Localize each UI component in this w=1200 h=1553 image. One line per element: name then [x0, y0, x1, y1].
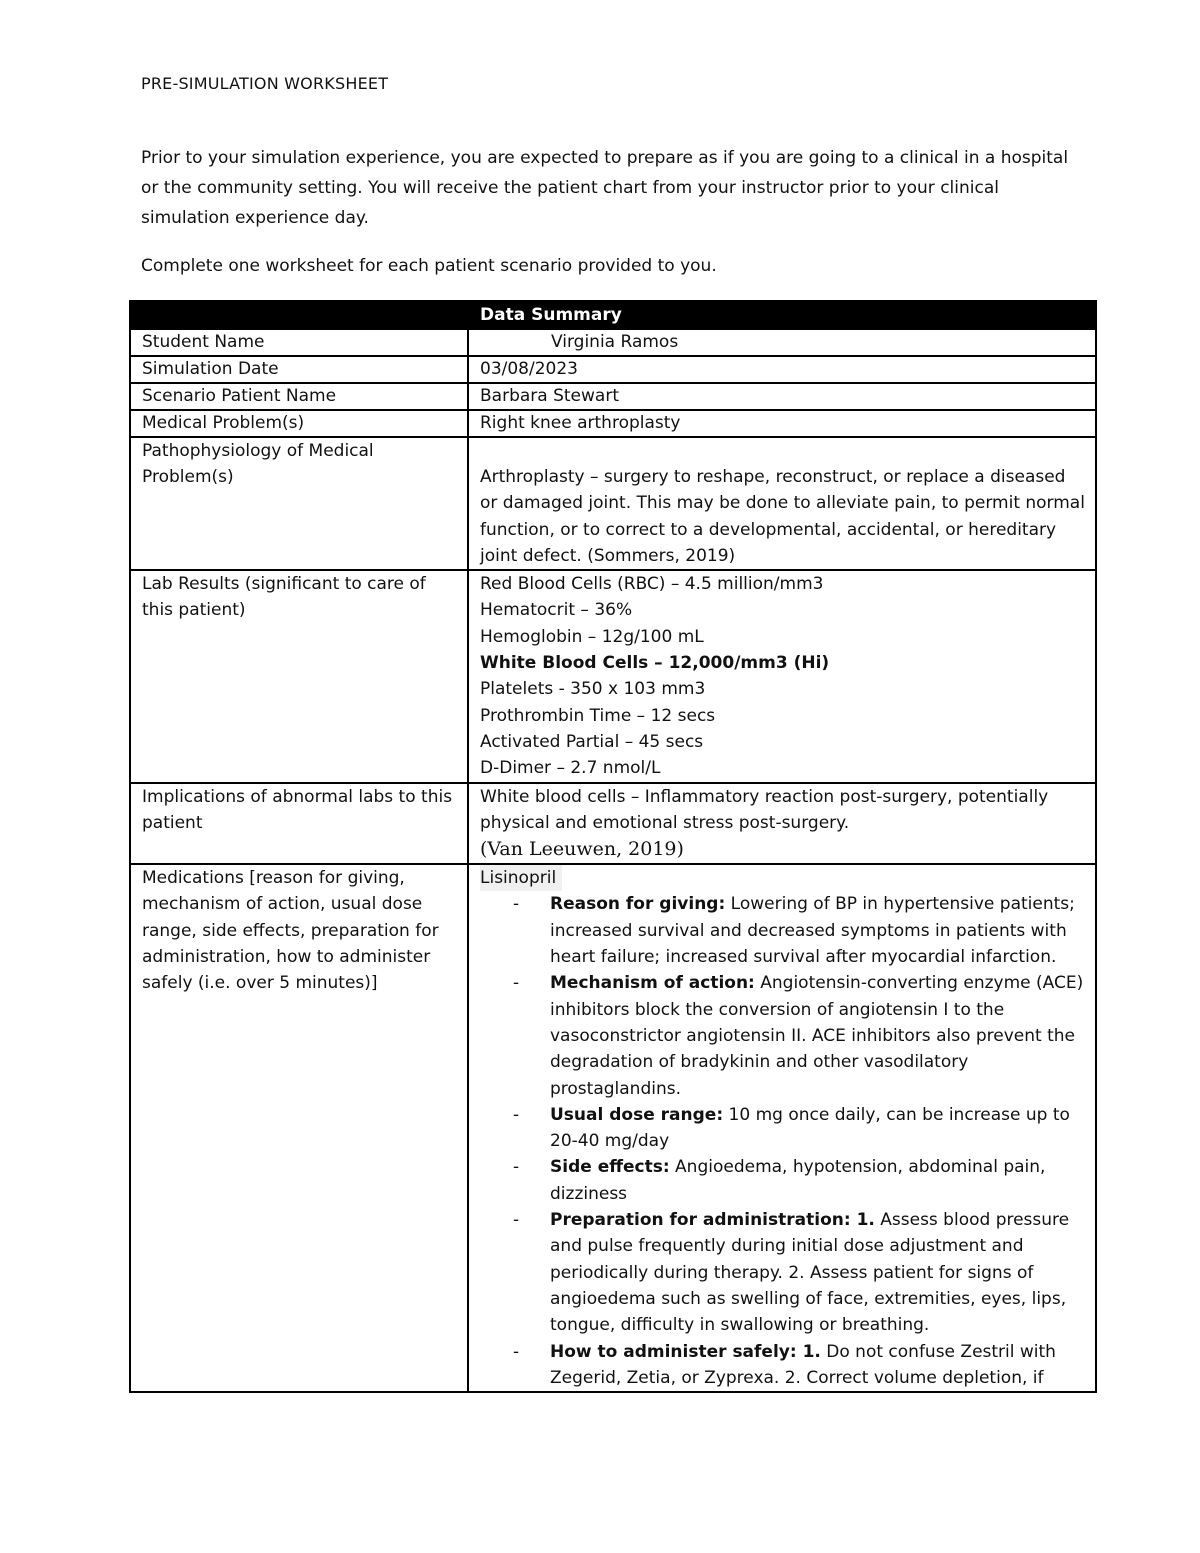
intro-paragraph: Prior to your simulation experience, you are expected to prepare as if you are going to a clinical in a hospital or the community setting. You will receive the patient chart from your instructor prior to your clinical simulation experience day.	[141, 148, 1069, 228]
lab-d-dimer: D-Dimer – 2.7 nmol/L	[480, 758, 661, 779]
item-heading: Usual dose range:	[550, 1104, 724, 1125]
student-name-label: Student Name	[130, 329, 468, 356]
dash-marker: -	[513, 973, 520, 994]
list-item	[480, 1154, 1087, 1207]
medication-details-list	[480, 891, 1087, 1391]
lab-hematocrit: Hematocrit – 36%	[480, 600, 633, 621]
list-item	[480, 1102, 1087, 1155]
table-header-row	[130, 301, 1096, 329]
document-title: PRE-SIMULATION WORKSHEET	[141, 74, 389, 93]
item-heading: Preparation for administration: 1.	[550, 1210, 875, 1231]
pathophysiology-value: Arthroplasty – surgery to reshape, reconstruct, or replace a diseased or damaged joint. This may be done to alleviate pain, to permit normal function, or to correct to a developmental, accidental, or hereditary joint defect. (Sommers, 2019)	[468, 437, 1096, 570]
lab-rbc: Red Blood Cells (RBC) – 4.5 million/mm3	[480, 574, 824, 595]
item-heading: Reason for giving:	[550, 894, 726, 915]
item-heading: Side effects:	[550, 1157, 670, 1178]
implications-citation: (Van Leeuwen, 2019)	[480, 838, 684, 861]
dash-marker: -	[513, 1341, 520, 1362]
lab-wbc: White Blood Cells – 12,000/mm3 (Hi)	[480, 653, 830, 674]
lab-prothrombin: Prothrombin Time – 12 secs	[480, 705, 716, 726]
medical-problem-value: Right knee arthroplasty	[468, 410, 1096, 437]
drug-name: Lisinopril	[480, 865, 562, 891]
item-text: Do not confuse Zestril with Zegerid, Zetia, or Zyprexa. 2. Correct volume depletion, if	[550, 1341, 1056, 1388]
list-item	[480, 1339, 1087, 1392]
item-text: Lowering of BP in hypertensive patients; increased survival and decreased symptoms in patients with heart failure; increased survival after myocardial infarction.	[550, 894, 1075, 968]
table-row	[130, 570, 1096, 782]
table-row	[130, 356, 1096, 383]
simulation-date-value: 03/08/2023	[468, 356, 1096, 383]
table-row	[130, 783, 1096, 865]
table-row	[130, 410, 1096, 437]
dash-marker: -	[513, 894, 520, 915]
table-row	[130, 329, 1096, 356]
table-row	[130, 437, 1096, 570]
implications-value	[468, 783, 1096, 865]
dash-marker: -	[513, 1157, 520, 1178]
list-item	[480, 970, 1087, 1101]
item-text: Assess blood pressure and pulse frequently during initial dose adjustment and periodically during therapy. 2. Assess patient for signs of angioedema such as swelling of face, extremities, eyes, lips, tongue, difficulty in swallowing or breathing.	[550, 1210, 1070, 1336]
item-heading: Mechanism of action:	[550, 973, 755, 994]
lab-activated-partial: Activated Partial – 45 secs	[480, 731, 704, 752]
table-row	[130, 383, 1096, 410]
lab-results-value	[468, 570, 1096, 782]
dash-marker: -	[513, 1104, 520, 1125]
lab-platelets: Platelets - 350 x 103 mm3	[480, 679, 706, 700]
item-text: Angioedema, hypotension, abdominal pain, dizziness	[550, 1157, 1046, 1204]
data-summary-table	[129, 300, 1097, 1393]
patient-name-value: Barbara Stewart	[468, 383, 1096, 410]
implications-label: Implications of abnormal labs to this patient	[130, 783, 468, 865]
medications-label: Medications [reason for giving, mechanism of action, usual dose range, side effects, preparation for administration, how to administer safely (i.e. over 5 minutes)]	[130, 864, 468, 1392]
medications-value	[468, 864, 1096, 1392]
list-item	[480, 891, 1087, 970]
table-header-label: Data Summary	[480, 305, 622, 325]
implications-text: White blood cells – Inflammatory reaction post-surgery, potentially physical and emotional stress post-surgery.	[480, 786, 1049, 833]
table-header	[130, 301, 1096, 329]
simulation-date-label: Simulation Date	[130, 356, 468, 383]
patient-name-label: Scenario Patient Name	[130, 383, 468, 410]
list-item	[480, 1207, 1087, 1338]
item-heading: How to administer safely: 1.	[550, 1341, 821, 1362]
medical-problem-label: Medical Problem(s)	[130, 410, 468, 437]
lab-hemoglobin: Hemoglobin – 12g/100 mL	[480, 626, 704, 647]
table-row	[130, 864, 1096, 1392]
pathophysiology-label: Pathophysiology of Medical Problem(s)	[130, 437, 468, 570]
dash-marker: -	[513, 1210, 520, 1231]
lab-results-label: Lab Results (significant to care of this patient)	[130, 570, 468, 782]
item-text: Angiotensin-converting enzyme (ACE) inhibitors block the conversion of angiotensin I to the vasoconstrictor angiotensin II. ACE inhibitors also prevent the degradation of bradykinin and other vasodilatory prostaglandins.	[550, 973, 1084, 1099]
student-name-value: Virginia Ramos	[468, 329, 1096, 356]
item-text: 10 mg once daily, can be increase up to 20-40 mg/day	[550, 1104, 1070, 1152]
instruction-paragraph: Complete one worksheet for each patient scenario provided to you.	[141, 256, 717, 276]
